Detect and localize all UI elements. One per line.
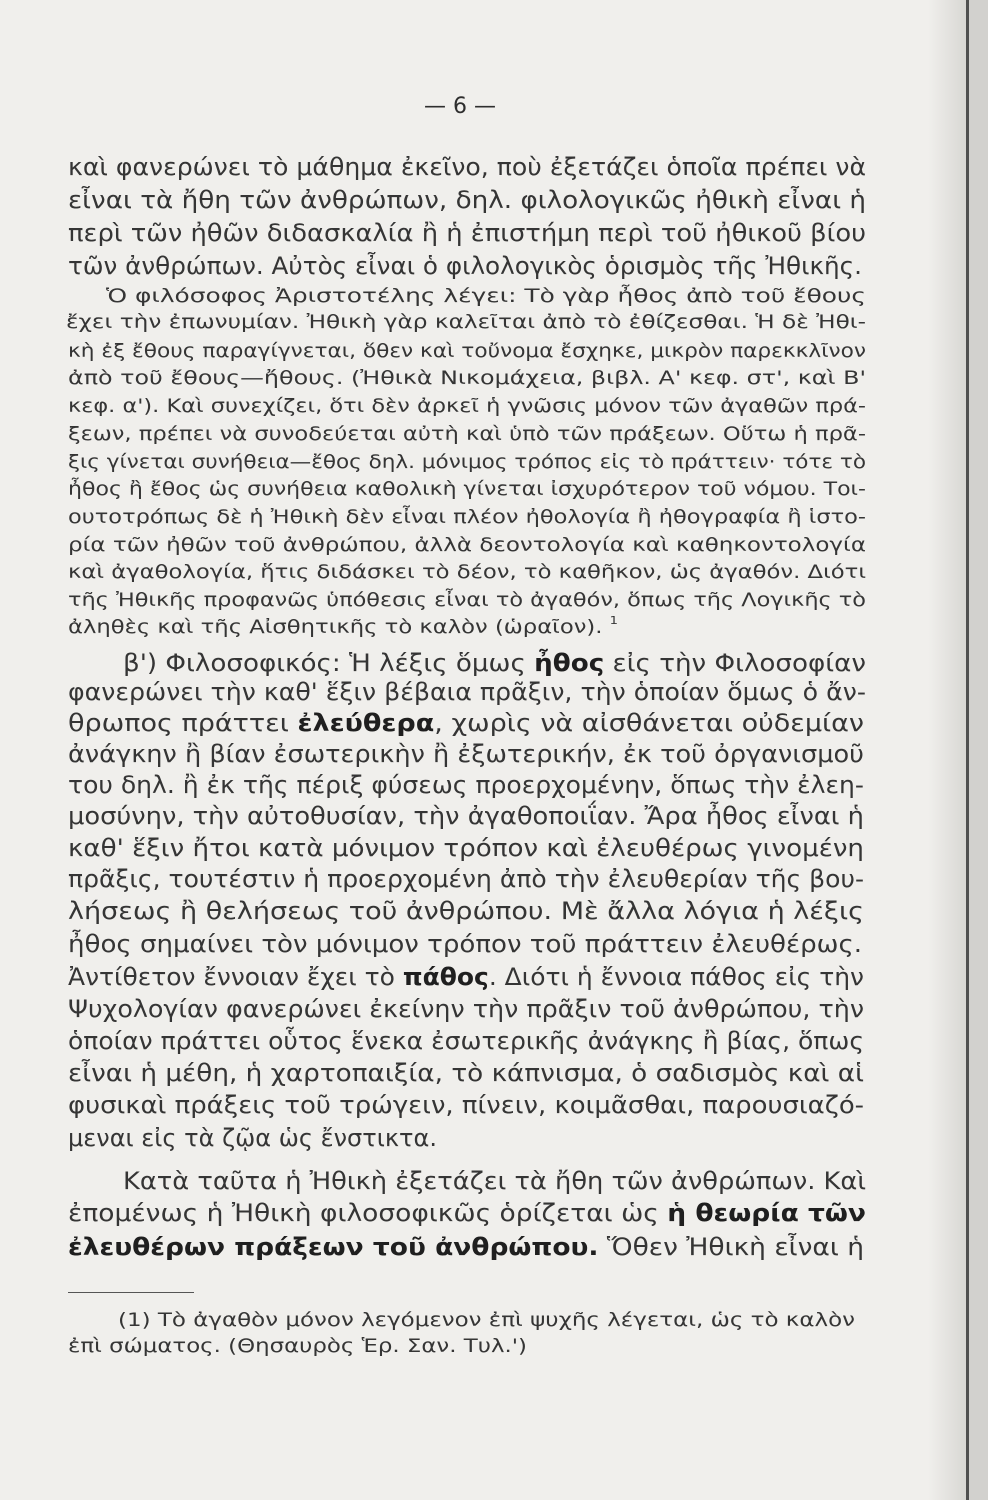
line-segment: β') Φιλοσοφικός: Ἡ λέξις ὅμως: [123, 649, 535, 677]
body-text-line: [68, 738, 864, 770]
line-text: Ὁ φιλόσοφος Ἀριστοτέλης λέγει: Τὸ γὰρ ἦθος ἀπὸ τοῦ ἔθους: [106, 285, 867, 307]
body-text-line: [68, 250, 862, 282]
quote-text-line: [68, 614, 618, 640]
body-text-line: [68, 863, 864, 895]
body-text-line: [68, 895, 864, 927]
page-edge-shadow: [928, 0, 966, 1500]
quote-text-line: [68, 559, 866, 585]
emphasized-term: ἐλεύθερα: [297, 709, 435, 737]
line-text: καθ' ἕξιν ἤτοι κατὰ μόνιμον τρόπον καὶ ἐλευθέρως γινομένη: [68, 834, 864, 862]
line-segment: , χωρὶς νὰ αἰσθάνεται οὐδεμίαν: [434, 709, 865, 737]
line-text: μοσύνην, τὴν αὐτοθυσίαν, τὴν ἀγαθοποιΐαν. Ἄρα ἦθος εἶναι ἡ: [68, 802, 864, 830]
line-text: λήσεως ἢ θελήσεως τοῦ ἀνθρώπου. Μὲ ἄλλα λόγια ἡ λέξις: [68, 897, 864, 925]
line-text: [123, 647, 866, 679]
line-text: (1) Τὸ ἀγαθὸν μόνον λεγόμενον ἐπὶ ψυχῆς λέγεται, ὡς τὸ καλὸν: [118, 1309, 855, 1331]
line-text: ρία τῶν ἠθῶν τοῦ ἀνθρώπου, ἀλλὰ δεοντολογία καὶ καθηκοντολογία: [68, 534, 866, 556]
page-number: — 6 —: [424, 94, 496, 119]
line-text: καὶ ἀγαθολογία, ἥτις διδάσκει τὸ δέον, τὸ καθῆκον, ὡς ἀγαθόν. Διότι: [68, 561, 867, 583]
quote-text-line: [68, 504, 866, 530]
line-text: ξεων, πρέπει νὰ συνοδεύεται αὐτὴ καὶ ὑπὸ τῶν πράξεων. Οὕτω ἡ πρᾶ-: [68, 423, 866, 445]
line-text: [68, 961, 864, 993]
line-text: Κατὰ ταῦτα ἡ Ἠθικὴ ἐξετάζει τὰ ἤθη τῶν ἀνθρώπων. Καὶ: [123, 1167, 867, 1195]
line-text: φυσικαὶ πράξεις τοῦ τρώγειν, πίνειν, κοιμᾶσθαι, παρουσιαζό-: [68, 1091, 865, 1119]
quote-text-line: [106, 283, 866, 309]
footnote-rule: [68, 1292, 194, 1293]
footnote-line: [68, 1333, 527, 1359]
body-text-line: [68, 1025, 864, 1057]
line-text: εἶναι ἡ μέθη, ἡ χαρτοπαιξία, τὸ κάπνισμα, ὁ σαδισμὸς καὶ αἱ: [68, 1059, 864, 1087]
scan-margin: [969, 0, 988, 1500]
line-text: [68, 1231, 864, 1263]
body-text-line: [68, 1231, 864, 1263]
line-segment: Ὅθεν Ἠθικὴ εἶναι ἡ: [598, 1233, 865, 1261]
line-text: ουτοτρόπως δὲ ἡ Ἠθικὴ δὲν εἶναι πλέον ἠθολογία ἢ ἠθογραφία ἢ ἱστο-: [68, 506, 867, 528]
line-text: του δηλ. ἢ ἐκ τῆς πέριξ φύσεως προερχομένην, ὅπως τὴν ἐλεη-: [68, 771, 864, 799]
line-text: πρᾶξις, τουτέστιν ἡ προερχομένη ἀπὸ τὴν ἐλευθερίαν τῆς βου-: [68, 865, 864, 893]
line-segment: ἀληθὲς καὶ τῆς Αἰσθητικῆς τὸ καλὸν (ὡραῖον).: [68, 616, 610, 638]
emphasized-term: ἐλευθέρων πράξεων τοῦ ἀνθρώπου.: [68, 1233, 599, 1261]
line-text: καὶ φανερώνει τὸ μάθημα ἐκεῖνο, ποὺ ἐξετάζει ὁποῖα πρέπει νὰ: [68, 153, 867, 181]
quote-text-line: [68, 393, 866, 419]
body-text-line: [68, 676, 866, 708]
line-segment: θρωπος πράττει: [68, 709, 298, 737]
quote-text-line: [68, 449, 866, 475]
footnote-marker: 1: [609, 614, 619, 627]
body-text-line: [68, 1197, 866, 1229]
line-segment: Ἀντίθετον ἔννοιαν ἔχει τὸ: [68, 963, 403, 991]
line-text: ἔχει τὴν ἐπωνυμίαν. Ἠθικὴ γὰρ καλεῖται ἀπὸ τὸ ἐθίζεσθαι. Ἡ δὲ Ἠθι-: [66, 311, 866, 333]
body-text-line: [68, 961, 864, 993]
line-text: ἐπὶ σώματος. (Θησαυρὸς Ἑρ. Σαν. Τυλ.'): [68, 1335, 527, 1357]
body-text-line: [68, 217, 866, 249]
body-text-line: [123, 647, 866, 679]
line-text: ἀνάγκην ἢ βίαν ἐσωτερικὴν ἢ ἐξωτερικήν, ἐκ τοῦ ὀργανισμοῦ: [68, 740, 865, 768]
quote-text-line: [68, 338, 866, 364]
line-text: φανερώνει τὴν καθ' ἕξιν βέβαια πρᾶξιν, τὴν ὁποίαν ὅμως ὁ ἄν-: [68, 678, 867, 706]
quote-text-line: [68, 532, 866, 558]
emphasized-term: πάθος: [402, 963, 489, 991]
line-segment: εἰς τὴν Φιλοσοφίαν: [604, 649, 867, 677]
line-text: ὁποίαν πράττει οὗτος ἕνεκα ἐσωτερικῆς ἀνάγκης ἢ βίας, ὅπως: [68, 1027, 865, 1055]
body-text-line: [68, 769, 864, 801]
body-text-line: [68, 707, 864, 739]
quote-text-line: [68, 365, 866, 391]
body-text-line: [68, 928, 862, 960]
body-text-line: [68, 1089, 864, 1121]
line-text: ξις γίνεται συνήθεια—ἔθος δηλ. μόνιμος τρόπος εἰς τὸ πράττειν· τότε τὸ: [68, 451, 867, 473]
quote-text-line: [68, 421, 866, 447]
line-text: κὴ ἐξ ἔθους παραγίγνεται, ὅθεν καὶ τοὔνομα ἔσχηκε, μικρὸν παρεκκλῖνον: [68, 340, 866, 362]
emphasized-term: ἦθος: [534, 649, 605, 677]
body-text-line: [68, 832, 864, 864]
line-text: κεφ. α'). Καὶ συνεχίζει, ὅτι δὲν ἀρκεῖ ἡ γνῶσις μόνον τῶν ἀγαθῶν πρά-: [68, 395, 866, 417]
line-text: τῆς Ἠθικῆς προφανῶς ὑπόθεσις εἶναι τὸ ἀγαθόν, ὅπως τῆς Λογικῆς τὸ: [68, 589, 866, 611]
line-text: [68, 614, 618, 640]
line-text: [68, 707, 864, 739]
quote-text-line: [68, 587, 866, 613]
line-text: Ψυχολογίαν φανερώνει ἐκείνην τὴν πρᾶξιν τοῦ ἀνθρώπου, τὴν: [68, 995, 865, 1023]
body-text-line: [68, 184, 866, 216]
body-text-line: [68, 1122, 437, 1154]
body-text-line: [68, 1057, 864, 1089]
line-text: [68, 1197, 866, 1229]
line-text: περὶ τῶν ἠθῶν διδασκαλία ἢ ἡ ἐπιστήμη περὶ τοῦ ἠθικοῦ βίου: [68, 219, 867, 247]
body-text-line: [68, 151, 866, 183]
line-segment: ἐπομένως ἡ Ἠθικὴ φιλοσοφικῶς ὁρίζεται ὡς: [68, 1199, 668, 1227]
body-text-line: [68, 993, 864, 1025]
quote-text-line: [68, 476, 866, 502]
line-text: εἶναι τὰ ἤθη τῶν ἀνθρώπων, δηλ. φιλολογικῶς ἠθικὴ εἶναι ἡ: [68, 186, 867, 214]
emphasized-term: ἡ θεωρία τῶν: [667, 1199, 866, 1227]
quote-text-line: [66, 309, 866, 335]
line-text: μεναι εἰς τὰ ζῷα ὡς ἔνστικτα.: [68, 1124, 437, 1152]
line-text: ἦθος ἢ ἔθος ὡς συνήθεια καθολικὴ γίνεται ἰσχυρότερον τοῦ νόμου. Τοι-: [68, 478, 866, 500]
line-segment: . Διότι ἡ ἔννοια πάθος εἰς τὴν: [488, 963, 865, 991]
footnote-line: [118, 1307, 855, 1333]
body-text-line: [123, 1165, 866, 1197]
line-text: ἀπὸ τοῦ ἔθους—ἤθους. (Ἠθικὰ Νικομάχεια, βιβλ. Α' κεφ. στ', καὶ Β': [68, 367, 866, 389]
body-text-line: [68, 800, 864, 832]
line-text: ἦθος σημαίνει τὸν μόνιμον τρόπον τοῦ πράττειν ἐλευθέρως.: [68, 930, 863, 958]
line-text: τῶν ἀνθρώπων. Αὐτὸς εἶναι ὁ φιλολογικὸς ὁρισμὸς τῆς Ἠθικῆς.: [68, 252, 862, 280]
